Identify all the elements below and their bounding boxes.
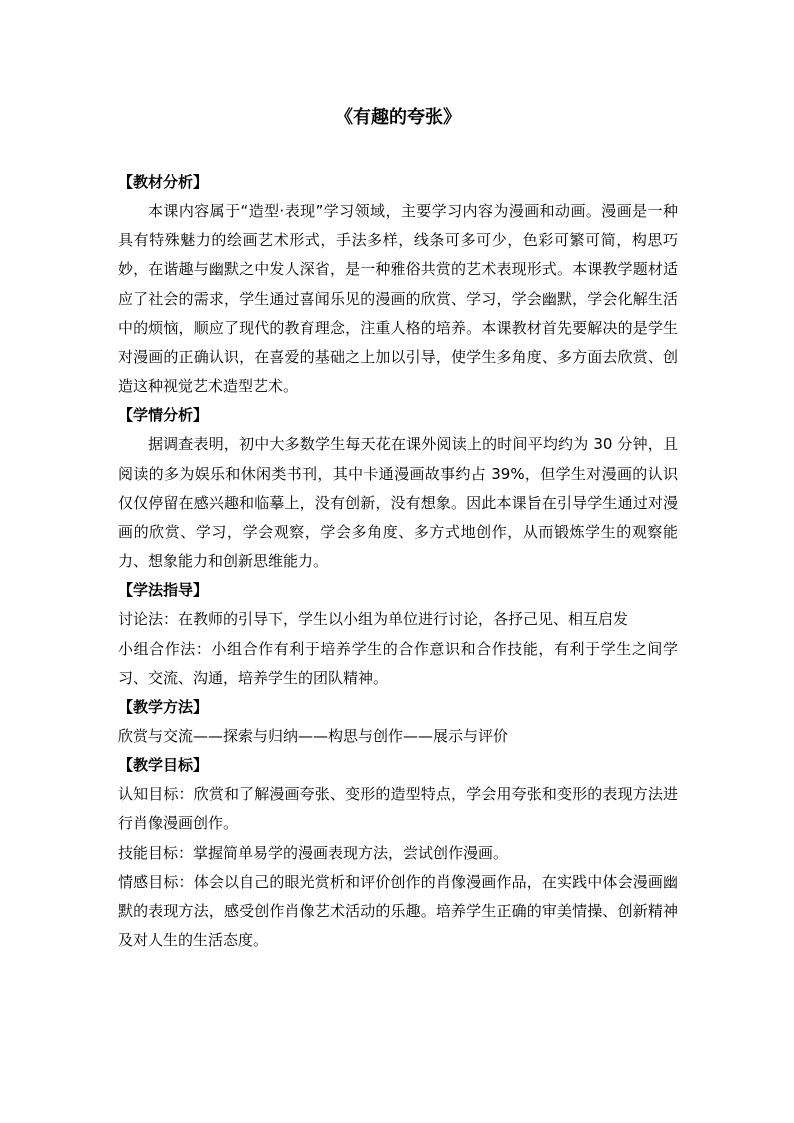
- section-learning-guidance: [118, 576, 678, 693]
- section-teaching-goals: [118, 751, 678, 955]
- section-paragraph: 情感目标：体会以自己的眼光赏析和评价创作的肖像漫画作品，在实践中体会漫画幽默的表现方法，感受创作肖像艺术活动的乐趣。培养学生正确的审美情操、创新精神及对人生的生活态度。: [118, 872, 678, 950]
- section-paragraph: 技能目标：掌握简单易学的漫画表现方法，尝试创作漫画。: [118, 843, 509, 862]
- section-heading: 【学情分析】: [118, 406, 209, 425]
- section-textbook-analysis: [118, 168, 678, 401]
- section-teaching-method: [118, 693, 678, 751]
- document-page: [118, 98, 678, 955]
- section-paragraph: 小组合作法：小组合作有利于培养学生的合作意识和合作技能，有利于学生之间学习、交流、沟通，培养学生的团队精神。: [118, 639, 678, 687]
- section-paragraph: 欣赏与交流——探索与归纳——构思与创作——展示与评价: [118, 727, 509, 746]
- section-paragraph: 认知目标：欣赏和了解漫画夸张、变形的造型特点，学会用夸张和变形的表现方法进行肖像漫画创作。: [118, 785, 678, 833]
- section-paragraph: 讨论法：在教师的引导下，学生以小组为单位进行讨论，各抒己见、相互启发: [118, 610, 629, 629]
- section-heading: 【教学目标】: [118, 756, 209, 775]
- section-heading: 【教学方法】: [118, 698, 209, 717]
- section-paragraph: 本课内容属于“造型·表现”学习领域，主要学习内容为漫画和动画。漫画是一种具有特殊魅力的绘画艺术形式，手法多样，线条可多可少，色彩可繁可简，构思巧妙，在谐趣与幽默之中发人深省，是一种雅俗共赏的艺术表现形式。本课教学题材适应了社会的需求，学生通过喜闻乐见的漫画的欣赏、学习，学会幽默，学会化解生活中的烦恼，顺应了现代的教育理念，注重人格的培养。本课教材首先要解决的是学生对漫画的正确认识，在喜爱的基础之上加以引导，使学生多角度、多方面去欣赏、创造这种视觉艺术造型艺术。: [118, 202, 678, 396]
- section-paragraph: 据调查表明，初中大多数学生每天花在课外阅读上的时间平均约为 30 分钟，且阅读的多为娱乐和休闲类书刊，其中卡通漫画故事约占 39%，但学生对漫画的认识仅仅停留在感兴趣和临摹上，没有创新，没有想象。因此本课旨在引导学生通过对漫画的欣赏、学习，学会观察，学会多角度、多方式地创作，从而锻炼学生的观察能力、想象能力和创新思维能力。: [118, 435, 678, 571]
- document-title: 《有趣的夸张》: [335, 107, 461, 128]
- section-heading: 【学法指导】: [118, 581, 209, 600]
- section-student-analysis: [118, 401, 678, 576]
- section-heading: 【教材分析】: [118, 173, 209, 191]
